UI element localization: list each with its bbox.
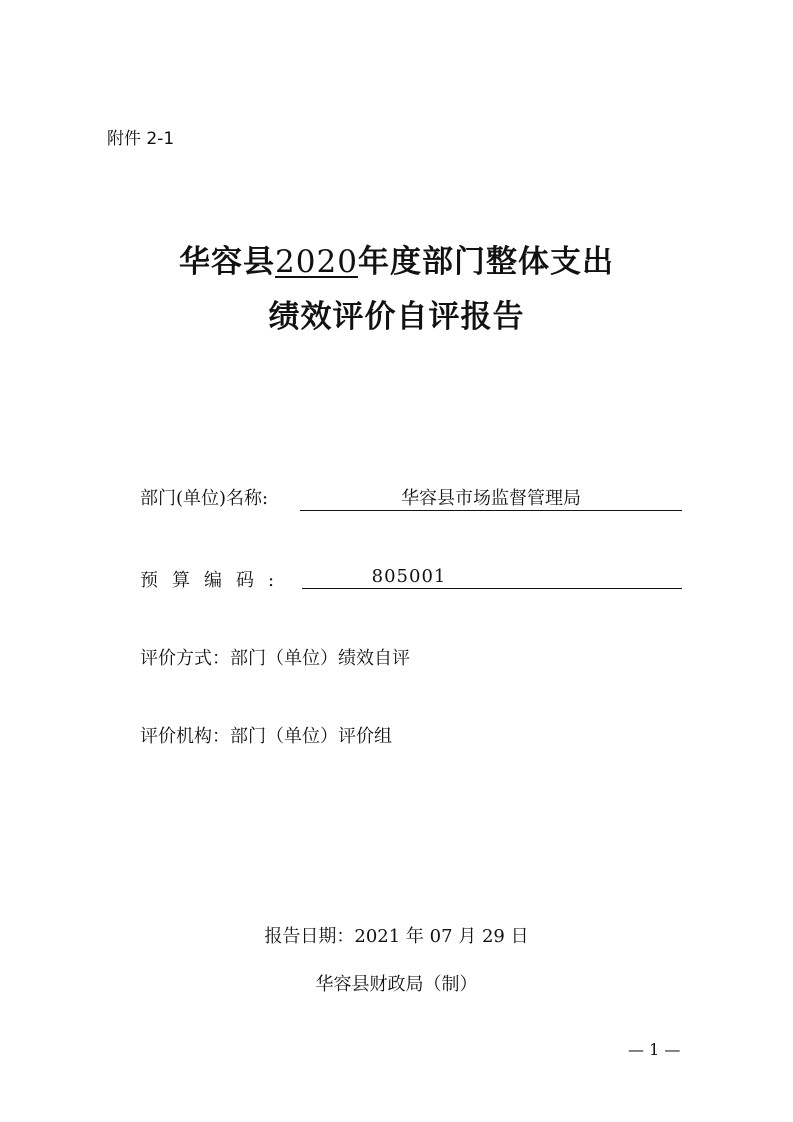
report-title-line2: 绩效评价自评报告 xyxy=(268,299,525,335)
evaluation-organization: 评价机构：部门（单位）评价组 xyxy=(140,726,392,747)
issuer: 华容县财政局（制） xyxy=(315,974,478,995)
dept-name-value: 华容县市场监督管理局 xyxy=(401,488,581,509)
dept-name-label: 部门(单位)名称: xyxy=(140,488,269,509)
budget-code-underline xyxy=(302,588,682,589)
evaluation-method: 评价方式：部门（单位）绩效自评 xyxy=(140,648,410,669)
title-year: 2020 xyxy=(275,244,358,280)
dept-name-underline xyxy=(300,510,682,511)
budget-code-value: 805001 xyxy=(371,566,447,587)
attachment-label: 附件 2-1 xyxy=(107,129,175,149)
page-number: — 1 — xyxy=(628,1040,681,1059)
title-county: 华容县 xyxy=(179,244,276,280)
title-suffix: 年度部门整体支出 xyxy=(357,244,614,280)
report-title-line1 xyxy=(0,236,793,281)
budget-code-label: 预算编码: xyxy=(140,570,289,591)
report-date: 报告日期：2021 年 07 月 29 日 xyxy=(264,926,529,947)
